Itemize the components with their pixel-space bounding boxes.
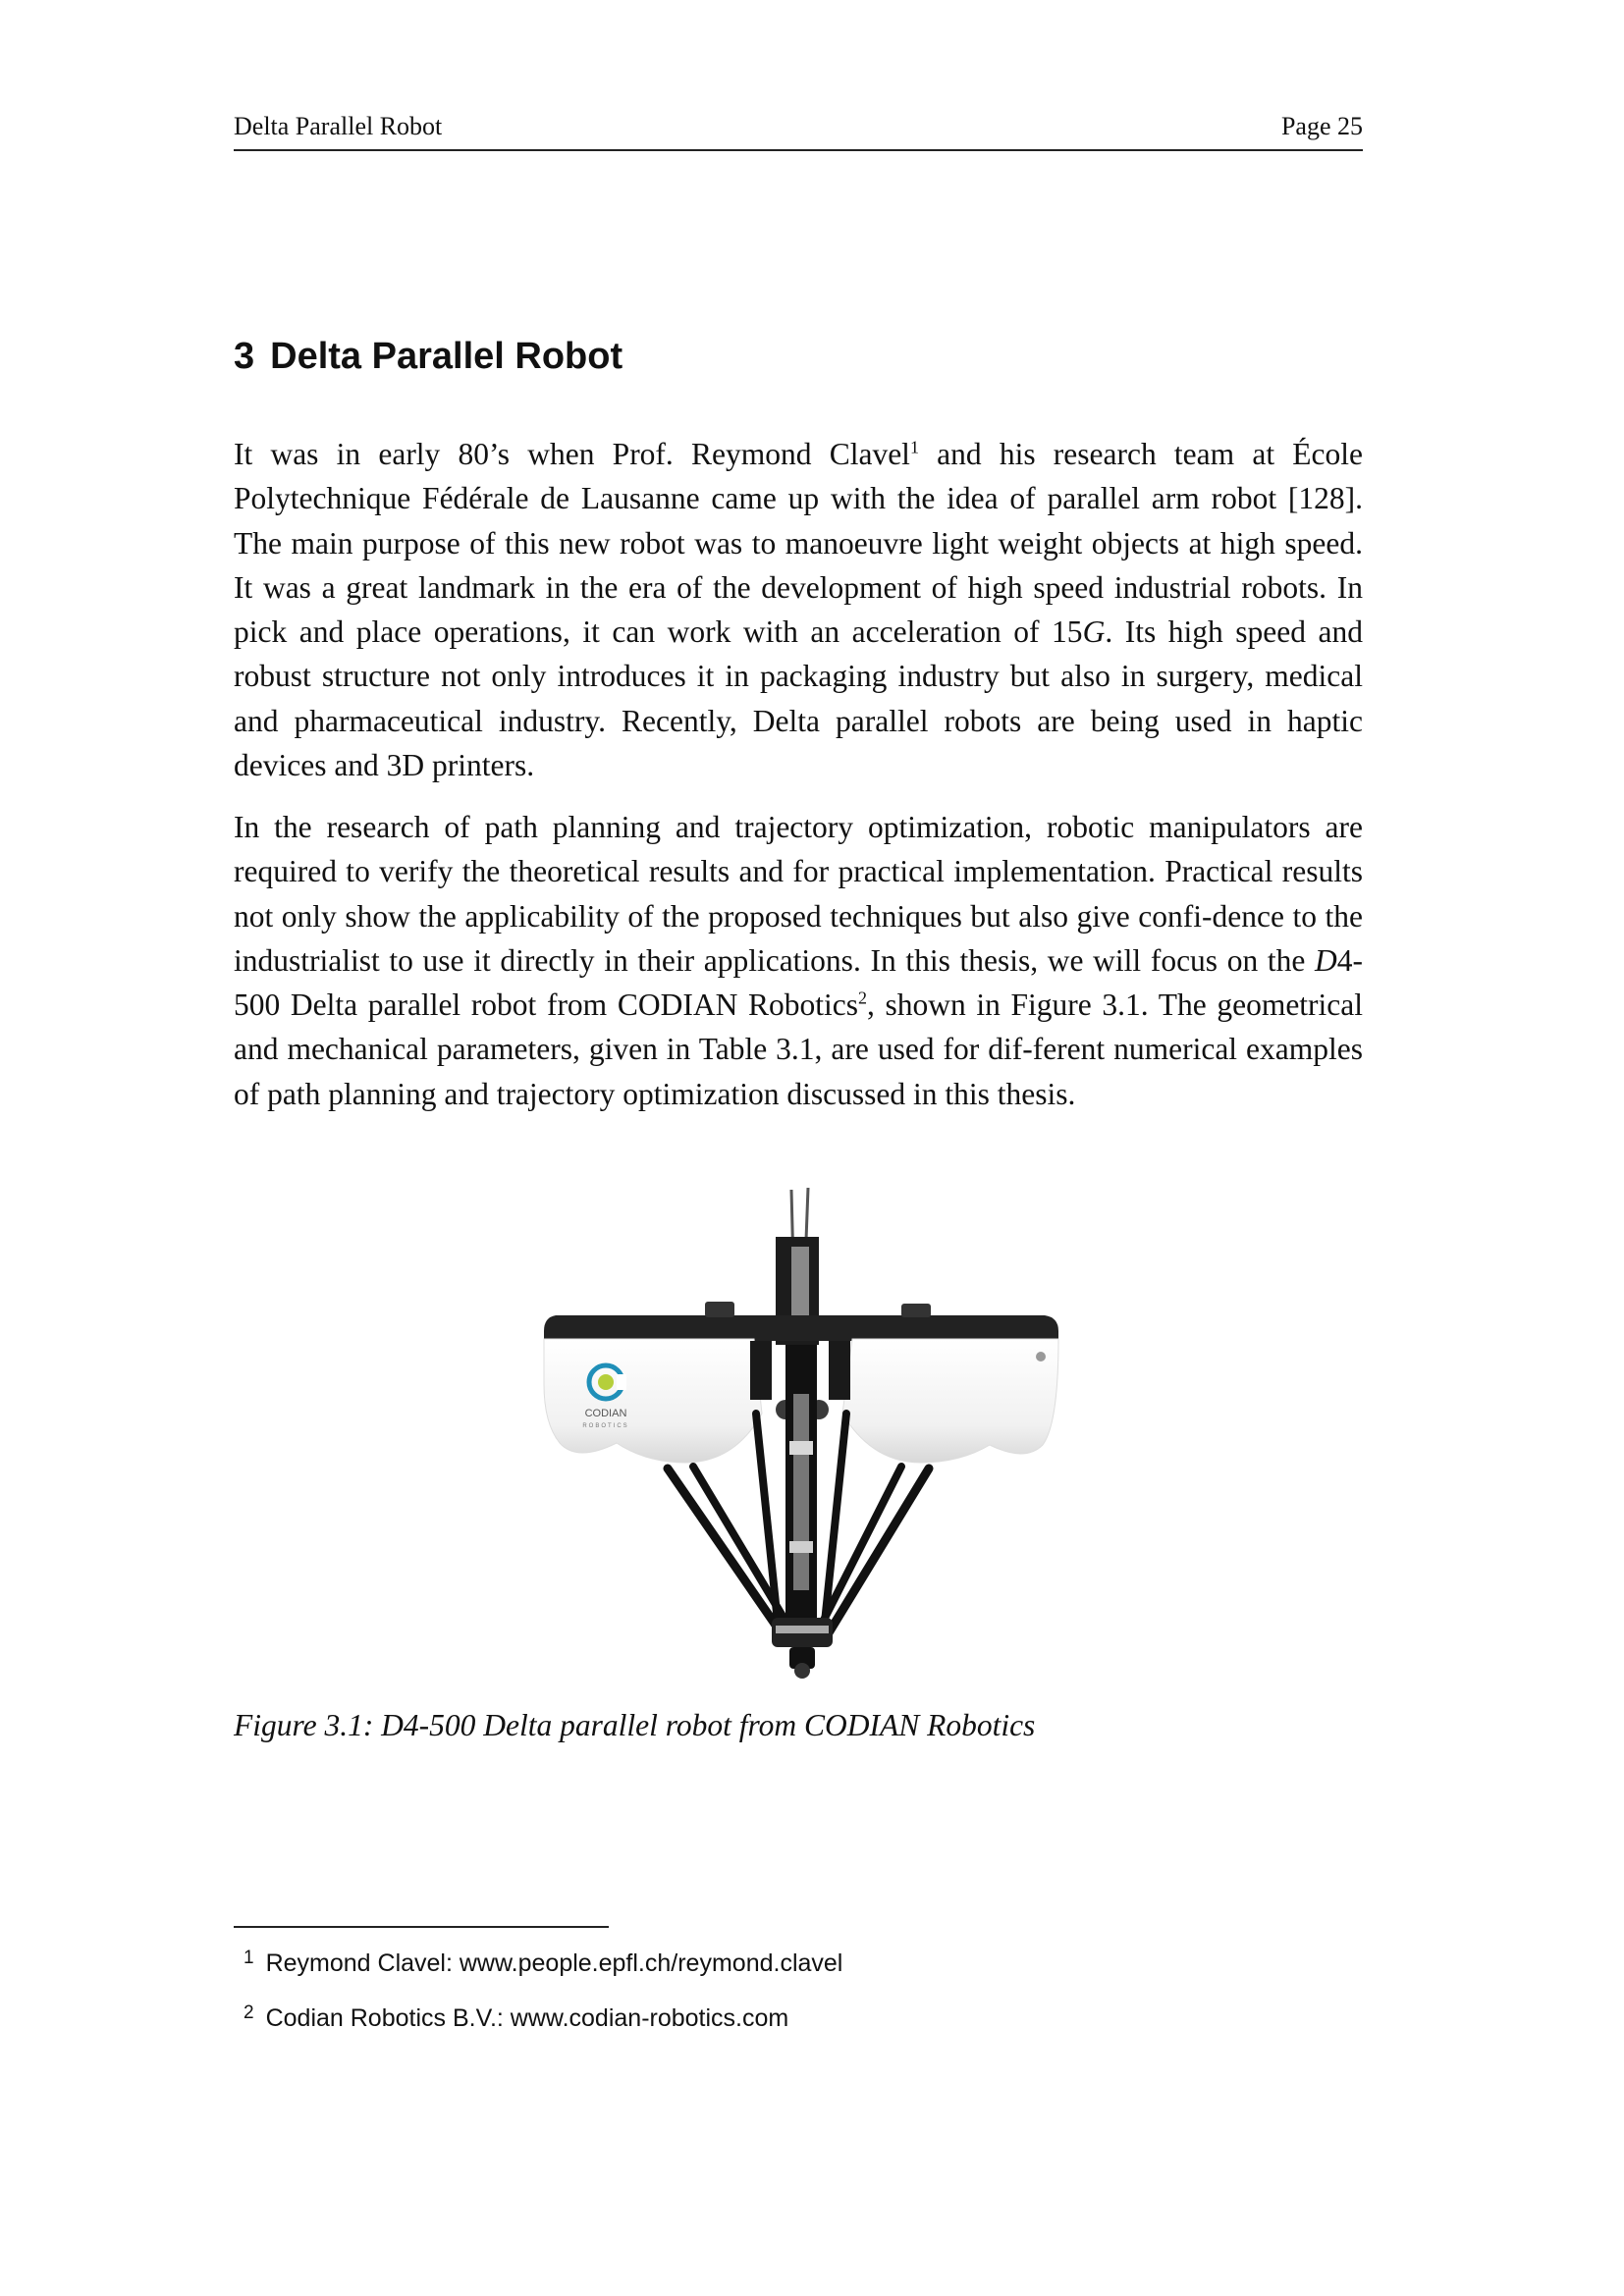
logo-subtext: ROBOTICS — [582, 1423, 629, 1429]
paragraph-1-text-c: . Its high speed and robust structure not only introduces it in packaging industry but also in surgery, medical and pharmaceutical industry. Recently, Delta parallel robots are being used in haptic devices and 3D printers. — [234, 614, 1363, 783]
robot-figure — [528, 1178, 1078, 1688]
paragraph-2 — [234, 805, 1363, 1116]
status-light-icon — [1036, 1352, 1046, 1362]
footnote-mark: 1 — [244, 1948, 254, 1968]
paragraph-1 — [234, 432, 1363, 787]
base-plate-knob — [901, 1304, 931, 1317]
coupling — [789, 1541, 813, 1553]
robot-arm — [815, 1467, 901, 1637]
paragraph-2-text-b: 4-500 Delta parallel robot from CODIAN Robotics — [234, 942, 1363, 1023]
paragraph-2-text-c: , shown in Figure 3.1. The geometrical and mechanical parameters, given in Table 3.1, are used for dif-ferent numerical examples of path planning and trajectory optimization discussed in this thesis. — [234, 988, 1364, 1111]
model-letter: D — [1315, 942, 1337, 978]
chapter-number: 3 — [234, 336, 255, 377]
running-header — [234, 110, 1363, 151]
motor-bracket — [829, 1341, 850, 1400]
tool-tip — [794, 1663, 810, 1679]
footnote-ref-2[interactable]: 2 — [857, 988, 867, 1008]
delta-robot-illustration — [528, 1178, 1078, 1688]
left-housing — [544, 1339, 762, 1463]
footnote-divider — [234, 1926, 609, 1928]
footnote-mark: 2 — [244, 2002, 254, 2023]
coupling — [789, 1441, 813, 1455]
right-housing — [842, 1339, 1058, 1463]
footnote-2 — [244, 2002, 788, 2033]
paragraph-2-text-a: In the research of path planning and trajectory optimization, robotic manipulators are required to verify the theoretical results and for practical implementation. Practical results not only show the applicability of the proposed techniques but also give confi-dence to the industrialist to use it directly in their applications. In this thesis, we will focus on the — [234, 810, 1363, 978]
chapter-heading — [234, 336, 623, 378]
paragraph-1-text-a: It was in early 80’s when Prof. Reymond Clavel — [234, 437, 910, 471]
chapter-title: Delta Parallel Robot — [270, 336, 623, 377]
footnote-text: Codian Robotics B.V.: www.codian-robotics.com — [265, 2004, 789, 2032]
base-plate — [544, 1315, 1058, 1341]
paragraph-1-text-b: and his research team at École Polytechnique Fédérale de Lausanne came up with the idea of parallel arm robot [128]. The main purpose of this new robot was to manoeuvre light weight objects at high speed. It was a great landmark in the era of the development of high speed industrial robots. In pick and place operations, it can work with an acceleration of 15 — [234, 437, 1363, 650]
header-title: Delta Parallel Robot — [234, 112, 443, 140]
page-number: Page 25 — [1280, 112, 1363, 140]
footnote-1 — [244, 1948, 842, 1978]
logo-text: CODIAN — [584, 1408, 627, 1419]
motor-bracket — [750, 1341, 772, 1400]
figure-caption: Figure 3.1: D4-500 Delta parallel robot from CODIAN Robotics — [234, 1708, 1036, 1742]
footnote-ref-1[interactable]: 1 — [909, 437, 919, 457]
acceleration-unit: G — [1082, 614, 1106, 650]
end-effector-joint — [776, 1626, 829, 1633]
footnote-text: Reymond Clavel: www.people.epfl.ch/reymond.clavel — [265, 1949, 843, 1977]
base-plate-knob — [705, 1302, 734, 1317]
telescopic-rail — [793, 1394, 809, 1590]
